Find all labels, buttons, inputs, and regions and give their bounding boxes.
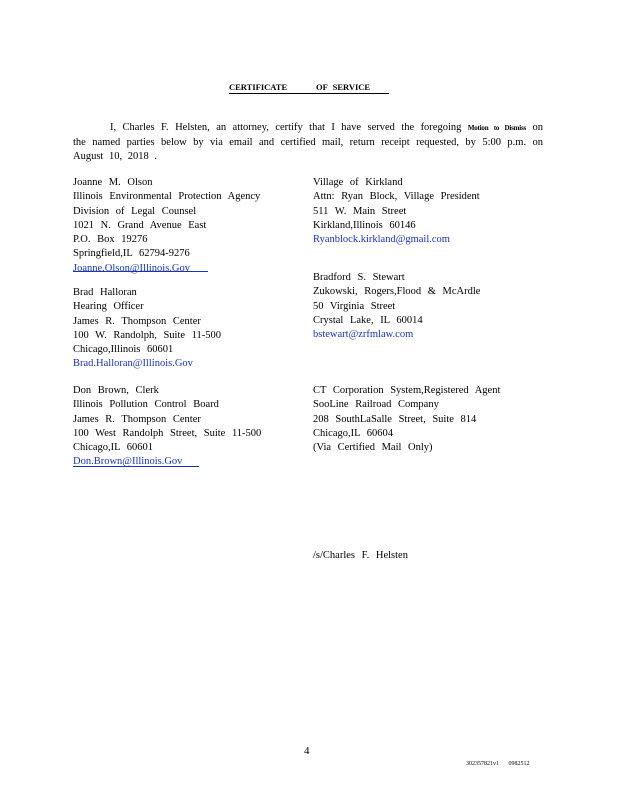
address-line: SooLine Railroad Company: [313, 399, 439, 411]
address-line: Chicago,Illinois 60601: [73, 344, 174, 356]
recipient-ct-corporation: [313, 384, 500, 455]
address-line: Joanne M. Olson: [73, 177, 153, 188]
address-line: Illinois Environmental Protection Agency: [73, 191, 261, 203]
email-link[interactable]: Brad.Halloran@Illinois.Gov: [73, 358, 193, 370]
address-line: 50 Virginia Street: [313, 300, 396, 312]
address-line: Attn: Ryan Block, Village President: [313, 191, 480, 203]
recipient-village-of-kirkland: [313, 176, 480, 247]
motion-label: Motion to Dismiss: [467, 124, 527, 132]
address-line: Division of Legal Counsel: [73, 205, 197, 217]
address-line: (Via Certified Mail Only): [313, 442, 433, 454]
email-link[interactable]: Joanne.Olson@Illinois.Gov: [73, 262, 190, 274]
title-underline: [229, 93, 389, 94]
address-line: P.O. Box 19276: [73, 234, 148, 246]
address-line: Village of Kirkland: [313, 177, 403, 188]
title-part-of-service: OF SERVICE: [316, 82, 371, 92]
address-line: 100 W. Randolph, Suite 11-500: [73, 329, 222, 341]
recipient-brad-halloran: [73, 286, 221, 372]
address-line: Hearing Officer: [73, 301, 144, 313]
title-part-certificate: CERTIFICATE: [229, 82, 288, 92]
address-line: Crystal Lake, IL 60014: [313, 314, 423, 326]
address-line: Kirkland,Illinois 60146: [313, 219, 416, 231]
address-line: James R. Thompson Center: [73, 315, 201, 327]
address-line: Brad Halloran: [73, 287, 137, 298]
recipient-don-brown: [73, 384, 261, 470]
address-line: 1021 N. Grand Avenue East: [73, 219, 207, 231]
recipient-joanne-olson: [73, 176, 260, 276]
address-line: Bradford S. Stewart: [313, 272, 405, 283]
address-line: Illinois Pollution Control Board: [73, 399, 219, 411]
signature: /s/Charles F. Helsten: [313, 550, 408, 561]
email-link[interactable]: Ryanblock.kirkland@gmail.com: [313, 234, 450, 246]
address-line: Don Brown, Clerk: [73, 385, 159, 396]
page-number: 4: [304, 745, 310, 757]
certification-intro: I, Charles F. Helsten, an attorney, certify that I have served the foregoing: [110, 122, 462, 133]
certification-rest: on the named parties below by via email and certified mail, return receipt requested, by 5:00 p.m. on August 10, 2018 .: [73, 122, 544, 162]
address-line: Zukowski, Rogers,Flood & McArdle: [313, 286, 481, 298]
email-link[interactable]: Don.Brown@Illinois.Gov: [73, 456, 183, 468]
recipient-bradford-stewart: [313, 271, 480, 342]
document-number: 0982512: [508, 761, 530, 767]
address-line: Chicago,IL 60601: [73, 442, 154, 454]
address-line: Chicago,IL 60604: [313, 427, 394, 439]
address-line: James R. Thompson Center: [73, 413, 201, 425]
document-id: [466, 761, 530, 767]
address-line: 208 SouthLaSalle Street, Suite 814: [313, 413, 477, 425]
address-line: Springfield,IL 62794-9276: [73, 248, 190, 260]
email-link[interactable]: bstewart@zrfmlaw.com: [313, 329, 414, 341]
certification-paragraph: [73, 121, 543, 165]
email-underline: [73, 271, 208, 272]
address-line: CT Corporation System,Registered Agent: [313, 385, 501, 396]
email-underline: [73, 466, 199, 467]
address-line: 100 West Randolph Street, Suite 11-500: [73, 427, 262, 439]
address-line: 511 W. Main Street: [313, 205, 407, 217]
document-code: 302357821v1: [466, 761, 499, 767]
